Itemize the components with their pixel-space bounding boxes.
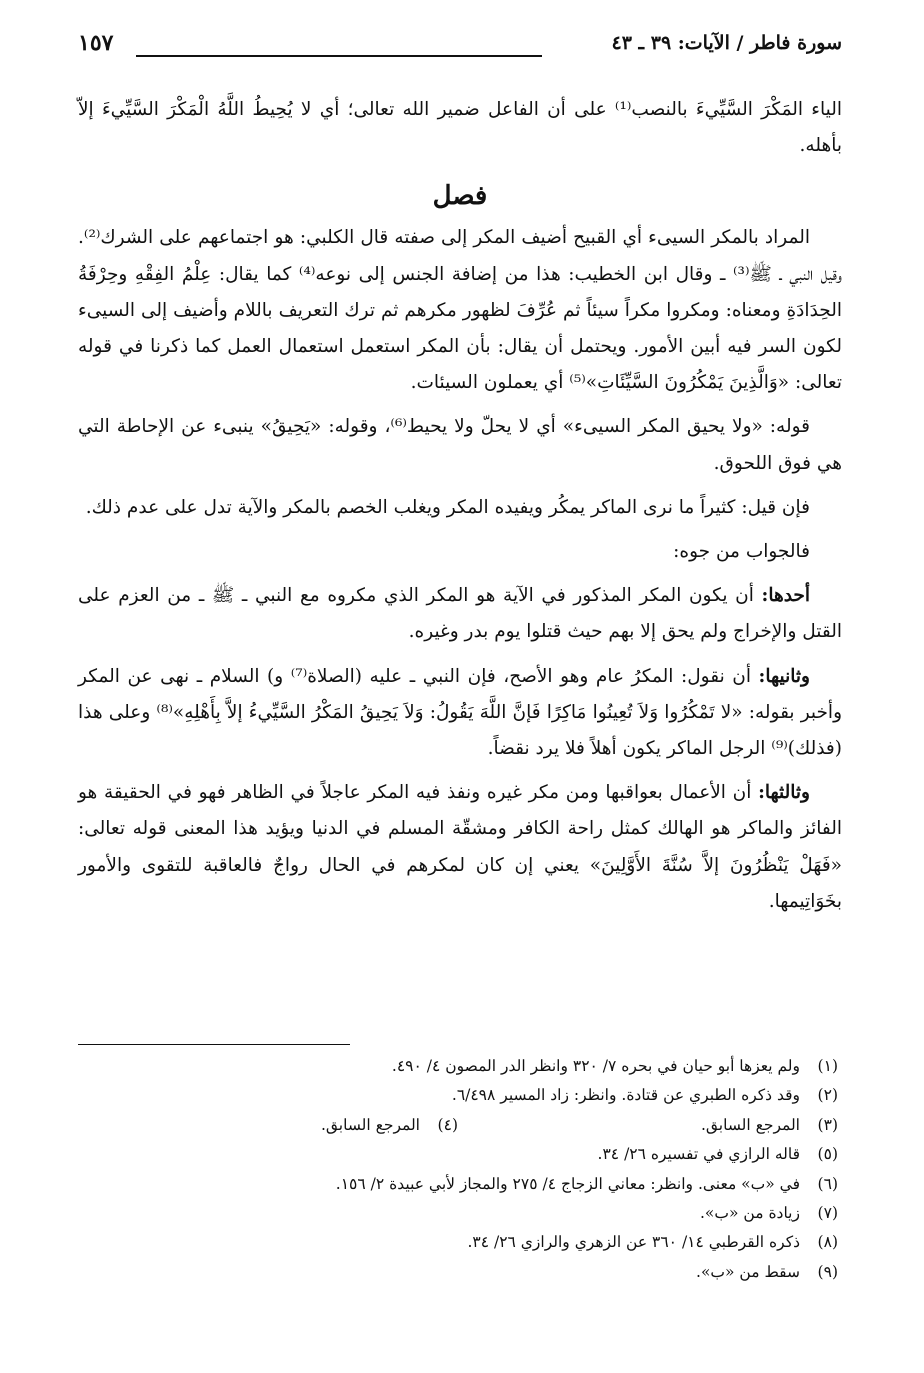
footnote-number: (٦) [817, 1174, 838, 1193]
footnote-text: ذكره القرطبي ١٤/ ٣٦٠ عن الزهري والرازي ٢٦/ ٣٤. [467, 1233, 800, 1252]
point-3 [78, 775, 842, 920]
footnote-text: وقد ذكره الطبري عن قتادة. وانظر: زاد المسير ٦/٤٩٨. [451, 1086, 800, 1105]
footnote-text: في «ب» معنى. وانظر: معاني الزجاج ٤/ ٢٧٥ والمجاز لأبي عبيدة ٢/ ١٥٦. [335, 1174, 800, 1193]
footnote [78, 1111, 458, 1140]
page-number: ١٥٧ [78, 30, 114, 56]
footnote [78, 1170, 838, 1199]
footnote-pair [78, 1111, 838, 1140]
point-2-text: أن نقول: المكرُ عام وهو الأصح، فإن النبي ـ عليه (الصلاة⁽⁷⁾ و) السلام ـ نهى عن المكر وأخبر بقوله: «لا تَمْكُرُوا وَلاَ تُعِينُوا مَاكِرًا فَإنَّ اللَّهَ يَقُولُ: وَلاَ يَحِيقُ المَكْرُ السَّيِّيءُ إلاَّ بِأَهْلِهِ»⁽⁸⁾ وعلى هذا (فذلك)⁽⁹⁾ الرجل الماكر يكون أهلاً فلا يرد نقضاً. [78, 665, 843, 760]
paragraph-4: فالجواب من جوه: [673, 541, 810, 563]
footnote [78, 1258, 838, 1287]
point-1-lead: أحدها: [761, 585, 810, 607]
header-rule [136, 55, 542, 57]
section-heading: فصل [432, 181, 488, 212]
footnote [78, 1052, 838, 1081]
footnote [78, 1199, 838, 1228]
footnotes [78, 1052, 838, 1287]
footnote-number: (٧) [817, 1204, 838, 1223]
footnote-number: (٣) [817, 1115, 838, 1134]
point-2 [78, 659, 842, 768]
page-header [78, 28, 842, 64]
footnote-rule [78, 1044, 350, 1045]
main-text [78, 92, 842, 920]
point-1 [78, 578, 842, 650]
point-3-text: أن الأعمال بعواقبها ومن مكر غيره ونفذ فيه المكر عاجلاً في الظاهر فهو في الحقيقة هو الفائز والماكر هو الهالك كمثل راحة الكافر ومشقّة المسلم في الدنيا ويؤيد هذا المعنى قوله تعالى: «فَهَلْ يَنْظُرُونَ إلاَّ سُنَّةَ الأَوَّلِينَ» يعني إن كان لمكرهم في الحال رواجٌ فالعاقبة للتقوى والأمور بخَوَاتِيمها. [78, 782, 842, 912]
footnote-text: زيادة من «ب». [700, 1204, 800, 1223]
footnote-number: (٩) [817, 1262, 838, 1281]
intro-paragraph: الياء المَكْرَ السَّيِّيءَ بالنصب⁽¹⁾ على أن الفاعل ضمير الله تعالى؛ أي لا يُحِيطُ اللَّهُ الْمَكْرَ السَّيِّيءَ إلاّ بأهله. [78, 99, 842, 157]
point-2-lead: وثانيها: [758, 665, 810, 687]
paragraph-2: قوله: «ولا يحيق المكر السيىء» أي لا يحلّ ولا يحيط⁽⁶⁾، وقوله: «يَحِيقُ» ينبىء عن الإحاطة التي هي فوق اللحوق. [78, 416, 842, 474]
footnote-number: (٤) [437, 1115, 458, 1134]
footnote-text: سقط من «ب». [696, 1262, 800, 1281]
footnote-text: المرجع السابق. [320, 1115, 420, 1134]
footnote [78, 1228, 838, 1257]
point-3-lead: وثالثها: [758, 782, 810, 804]
footnote-text: قاله الرازي في تفسيره ٢٦/ ٣٤. [597, 1145, 800, 1164]
footnote-text: المرجع السابق. [700, 1115, 800, 1134]
paragraph-3: فإن قيل: كثيراً ما نرى الماكر يمكُر ويفيده المكر ويغلب الخصم بالمكر والآية تدل على عدم ذلك. [85, 496, 810, 518]
footnote-number: (٢) [817, 1086, 838, 1105]
footnote [458, 1111, 838, 1140]
footnote-number: (٨) [817, 1233, 838, 1252]
footnote [78, 1081, 838, 1110]
running-title: سورة فاطر / الآيات: ٣٩ ـ ٤٣ [611, 32, 842, 54]
paragraph-1: المراد بالمكر السيىء أي القبيح أضيف المكر إلى صفته قال الكلبي: هو اجتماعهم على الشرك⁽²⁾. وقيل النبي ـ ﷺ⁽³⁾ ـ وقال ابن الخطيب: هذا من إضافة الجنس إلى نوعه⁽⁴⁾ كما يقال: عِلْمُ الفِقْهِ وحِرْفَةُ الحِدَادَةِ ومعناه: ومكروا مكراً سيئاً ثم عُرِّفَ لظهور مكرهم ثم ترك التعريف باللام وأضيف إلى السيىء لكون السر فيه أبين الأمور. ويحتمل أن يقال: بأن المكر استعمل استعمال العمل كما ذكرنا في قوله تعالى: «وَالَّذِينَ يَمْكُرُونَ السَّيِّئَاتِ»⁽⁵⁾ أي يعملون السيئات. [78, 227, 842, 394]
footnote-number: (٥) [817, 1145, 838, 1164]
footnote-text: ولم يعزها أبو حيان في بحره ٧/ ٣٢٠ وانظر الدر المصون ٤/ ٤٩٠. [391, 1057, 800, 1075]
point-1-text: أن يكون المكر المذكور في الآية هو المكر الذي مكروه مع النبي ـ ﷺ ـ من العزم على القتل والإخراج ولم يحق إلا بهم حيث قتلوا يوم بدر وغيره. [78, 585, 842, 643]
footnote [78, 1140, 838, 1169]
footnote-number: (١) [817, 1057, 838, 1075]
